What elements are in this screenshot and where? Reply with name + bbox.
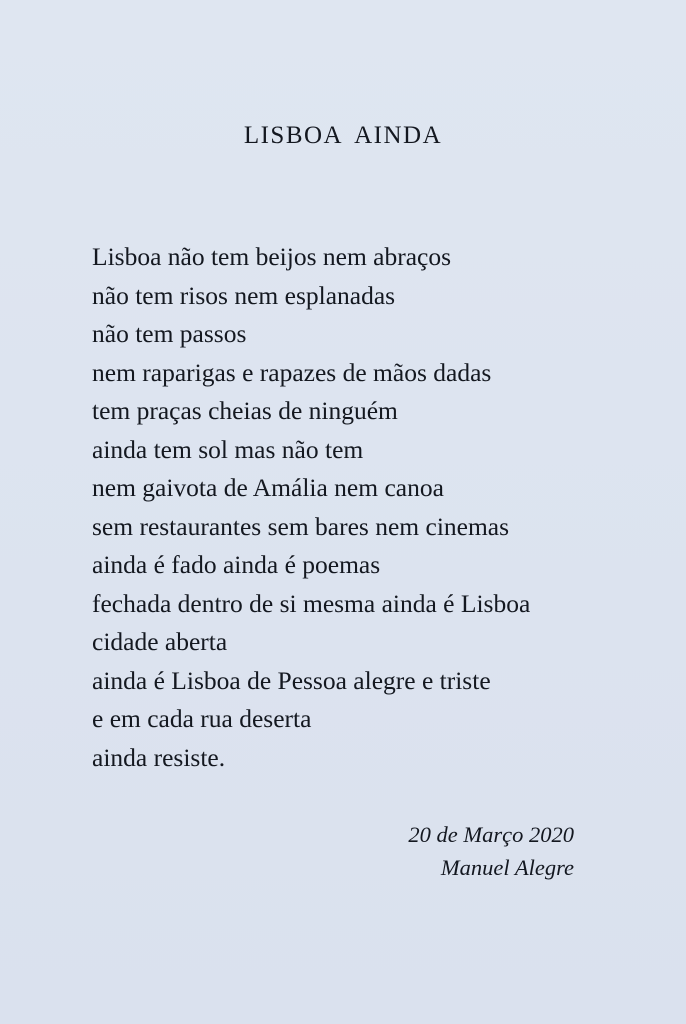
signature-block bbox=[0, 818, 686, 884]
poem-line: ainda tem sol mas não tem bbox=[92, 434, 364, 464]
poem-line: sem restaurantes sem bares nem cinemas bbox=[92, 511, 510, 541]
signature-date: 20 de Março 2020 bbox=[408, 822, 574, 847]
poem-line: cidade aberta bbox=[92, 627, 228, 656]
poem-line: fechada dentro de si mesma ainda é Lisboa bbox=[92, 588, 531, 618]
poem-line: Lisboa não tem beijos nem abraços bbox=[92, 242, 452, 271]
poem-line: tem praças cheias de ninguém bbox=[92, 396, 398, 425]
poem-line: ainda é Lisboa de Pessoa alegre e triste bbox=[92, 665, 491, 695]
poem-line: ainda resiste. bbox=[92, 742, 226, 772]
poem-line: nem raparigas e rapazes de mãos dadas bbox=[92, 357, 492, 387]
poem-line: não tem passos bbox=[92, 319, 247, 348]
poem-line: não tem risos nem esplanadas bbox=[92, 280, 396, 310]
poem-line: nem gaivota de Amália nem canoa bbox=[92, 473, 444, 502]
poem-line: ainda é fado ainda é poemas bbox=[92, 550, 381, 579]
page-title: LISBOA AINDA bbox=[243, 122, 443, 149]
poem-line: e em cada rua deserta bbox=[92, 704, 312, 733]
poem-text bbox=[92, 238, 632, 777]
signature-author: Manuel Alegre bbox=[440, 855, 574, 880]
